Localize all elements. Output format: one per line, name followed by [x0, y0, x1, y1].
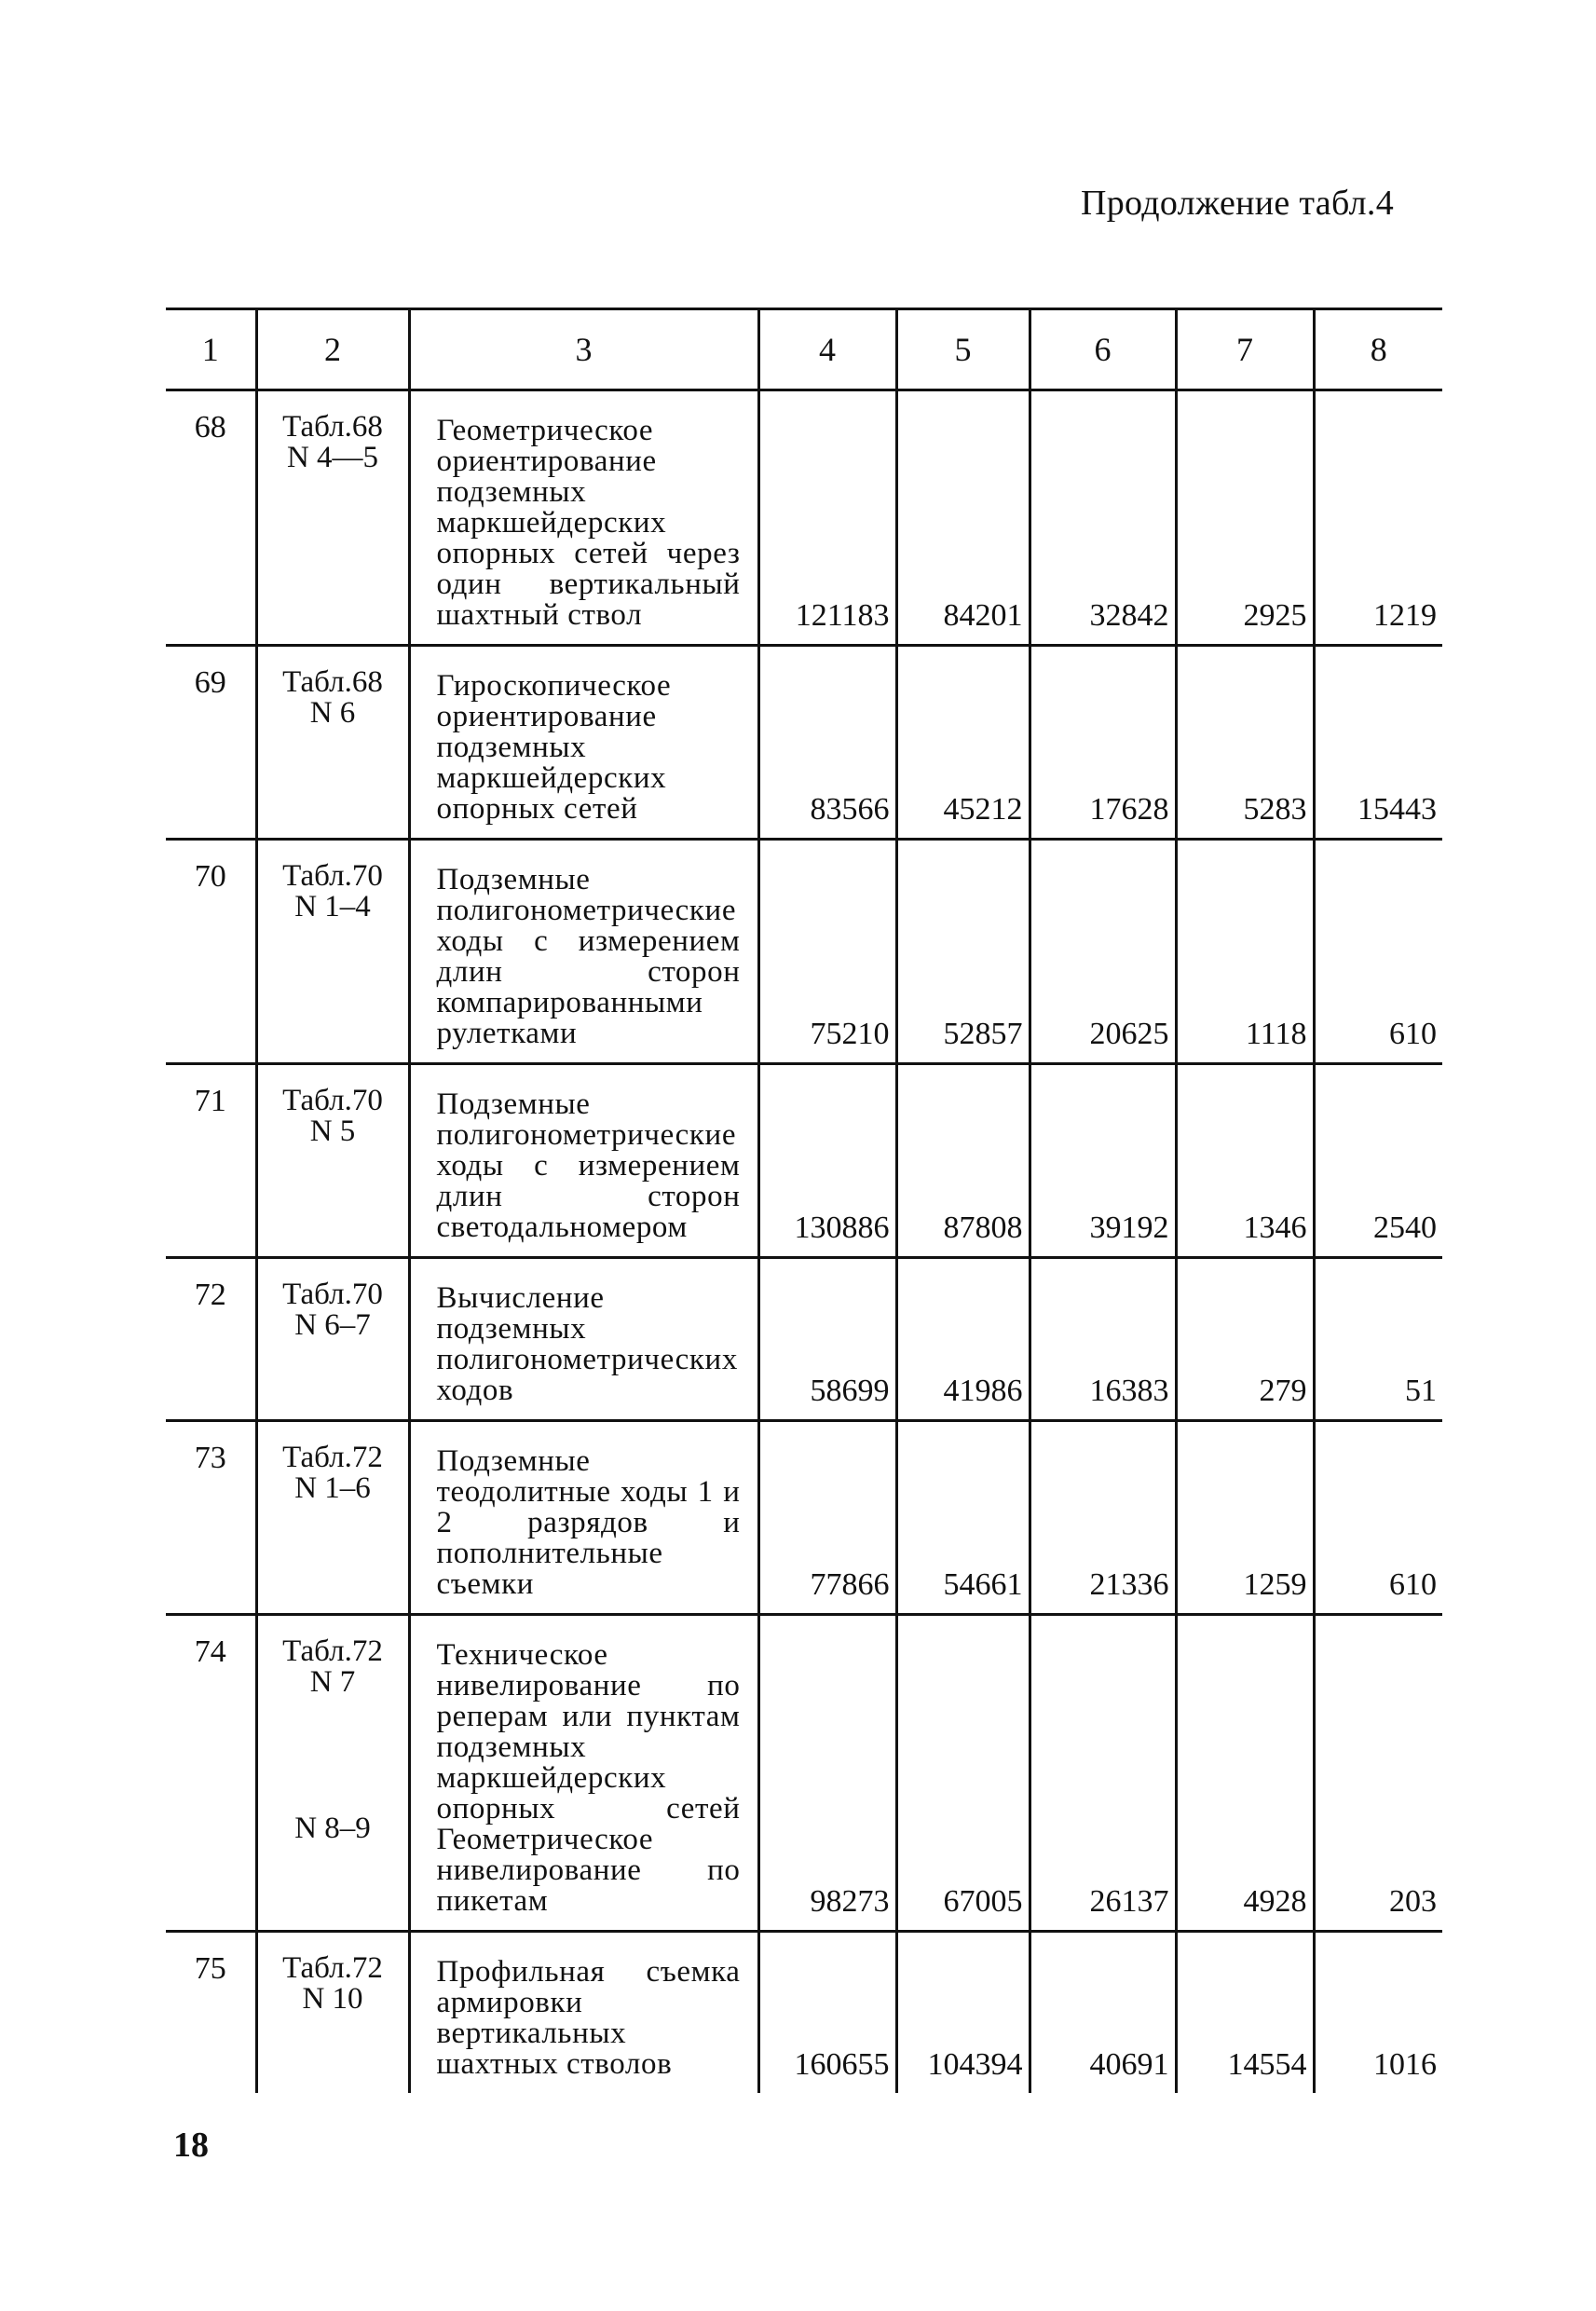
work-description: Подземные полигонометрические ходы с измерением длин сторон светодальномером	[409, 1064, 758, 1258]
value-cell: 21336	[1030, 1421, 1176, 1615]
column-header: 4	[758, 309, 896, 390]
reference-items: N 6	[309, 696, 356, 730]
value-cell: 87808	[896, 1064, 1030, 1258]
table-reference	[256, 1421, 409, 1615]
work-description: Подземные теодолитные ходы 1 и 2 разрядов и пополнительные съемки	[409, 1421, 758, 1615]
value-cell: 58699	[758, 1258, 896, 1421]
row-number: 69	[166, 646, 256, 840]
table-row	[166, 1064, 1442, 1258]
table-continuation-caption: Продолжение табл.4	[1081, 184, 1394, 223]
work-description: Техническое нивелирование по реперам или пунктам подземных маркшейдерских опорных сетей Геометрическое нивелирование по пикетам	[409, 1615, 758, 1932]
table-reference	[256, 390, 409, 646]
table-row	[166, 1932, 1442, 2094]
value-cell: 51	[1314, 1258, 1442, 1421]
column-header: 1	[166, 309, 256, 390]
row-number: 73	[166, 1421, 256, 1615]
reference-items: N 7	[309, 1665, 356, 1699]
work-description: Гироскопическое ориентирование подземных маркшейдерских опорных сетей	[409, 646, 758, 840]
value-cell: 4928	[1176, 1615, 1314, 1932]
table-row	[166, 840, 1442, 1064]
column-header: 2	[256, 309, 409, 390]
value-cell: 98273	[758, 1615, 896, 1932]
table-row	[166, 390, 1442, 646]
reference-table: Табл.72	[282, 1441, 383, 1474]
table-reference	[256, 1258, 409, 1421]
table-reference	[256, 646, 409, 840]
value-cell: 610	[1314, 840, 1442, 1064]
work-description: Подземные полигонометрические ходы с измерением длин сторон компарированными рулетками	[409, 840, 758, 1064]
value-cell: 1346	[1176, 1064, 1314, 1258]
table-row	[166, 1258, 1442, 1421]
column-header: 6	[1030, 309, 1176, 390]
column-header: 3	[409, 309, 758, 390]
reference-table: Табл.72	[282, 1951, 383, 1985]
value-cell: 20625	[1030, 840, 1176, 1064]
reference-table: Табл.68	[282, 665, 383, 699]
value-cell: 77866	[758, 1421, 896, 1615]
value-cell: 45212	[896, 646, 1030, 840]
value-cell: 121183	[758, 390, 896, 646]
table-header-row	[166, 309, 1442, 390]
reference-items: N 4—5	[286, 441, 379, 474]
value-cell: 1219	[1314, 390, 1442, 646]
value-cell: 203	[1314, 1615, 1442, 1932]
value-cell: 2540	[1314, 1064, 1442, 1258]
value-cell: 41986	[896, 1258, 1030, 1421]
reference-table: Табл.70	[282, 1084, 383, 1117]
reference-items: N 6–7	[294, 1308, 371, 1342]
reference-items: N 5	[309, 1114, 356, 1148]
value-cell: 84201	[896, 390, 1030, 646]
row-number: 72	[166, 1258, 256, 1421]
value-cell: 32842	[1030, 390, 1176, 646]
reference-items: N 1–4	[294, 890, 371, 923]
value-cell: 15443	[1314, 646, 1442, 840]
reference-table: Табл.68	[282, 410, 383, 444]
row-number: 68	[166, 390, 256, 646]
value-cell: 130886	[758, 1064, 896, 1258]
value-cell: 160655	[758, 1932, 896, 2094]
value-cell: 1259	[1176, 1421, 1314, 1615]
reference-items: N 1–6	[294, 1471, 371, 1505]
value-cell: 75210	[758, 840, 896, 1064]
table-row	[166, 1421, 1442, 1615]
value-cell: 39192	[1030, 1064, 1176, 1258]
norms-table	[166, 308, 1442, 2093]
page-number: 18	[173, 2126, 209, 2165]
value-cell: 83566	[758, 646, 896, 840]
reference-items: N 10	[302, 1982, 363, 2016]
column-header: 8	[1314, 309, 1442, 390]
work-description: Геометрическое ориентирование подземных маркшейдерских опорных сетей через один вертикальный шахтный ствол	[409, 390, 758, 646]
reference-table: Табл.70	[282, 1278, 383, 1311]
work-description: Вычисление подземных полигонометрических ходов	[409, 1258, 758, 1421]
value-cell: 40691	[1030, 1932, 1176, 2094]
value-cell: 1118	[1176, 840, 1314, 1064]
value-cell: 14554	[1176, 1932, 1314, 2094]
table-reference	[256, 1064, 409, 1258]
row-number: 75	[194, 1951, 226, 1986]
reference-table: Табл.72	[282, 1634, 383, 1668]
table-row	[166, 646, 1442, 840]
table-reference	[256, 1932, 409, 2094]
column-header: 7	[1176, 309, 1314, 390]
value-cell: 16383	[1030, 1258, 1176, 1421]
value-cell: 2925	[1176, 390, 1314, 646]
value-cell: 104394	[896, 1932, 1030, 2094]
value-cell: 5283	[1176, 646, 1314, 840]
reference-items-secondary: N 8–9	[294, 1812, 371, 1845]
value-cell: 52857	[896, 840, 1030, 1064]
row-number: 71	[166, 1064, 256, 1258]
value-cell: 54661	[896, 1421, 1030, 1615]
value-cell: 279	[1176, 1258, 1314, 1421]
value-cell: 610	[1314, 1421, 1442, 1615]
row-number: 70	[166, 840, 256, 1064]
table-row	[166, 1615, 1442, 1932]
value-cell: 17628	[1030, 646, 1176, 840]
reference-table: Табл.70	[282, 859, 383, 893]
table-reference	[256, 840, 409, 1064]
table-reference	[256, 1615, 409, 1932]
value-cell: 26137	[1030, 1615, 1176, 1932]
value-cell: 1016	[1314, 1932, 1442, 2094]
row-number: 74	[166, 1615, 256, 1932]
work-description: Профильная съемка армировки вертикальных шахтных стволов	[409, 1932, 758, 2094]
column-header: 5	[896, 309, 1030, 390]
value-cell: 67005	[896, 1615, 1030, 1932]
